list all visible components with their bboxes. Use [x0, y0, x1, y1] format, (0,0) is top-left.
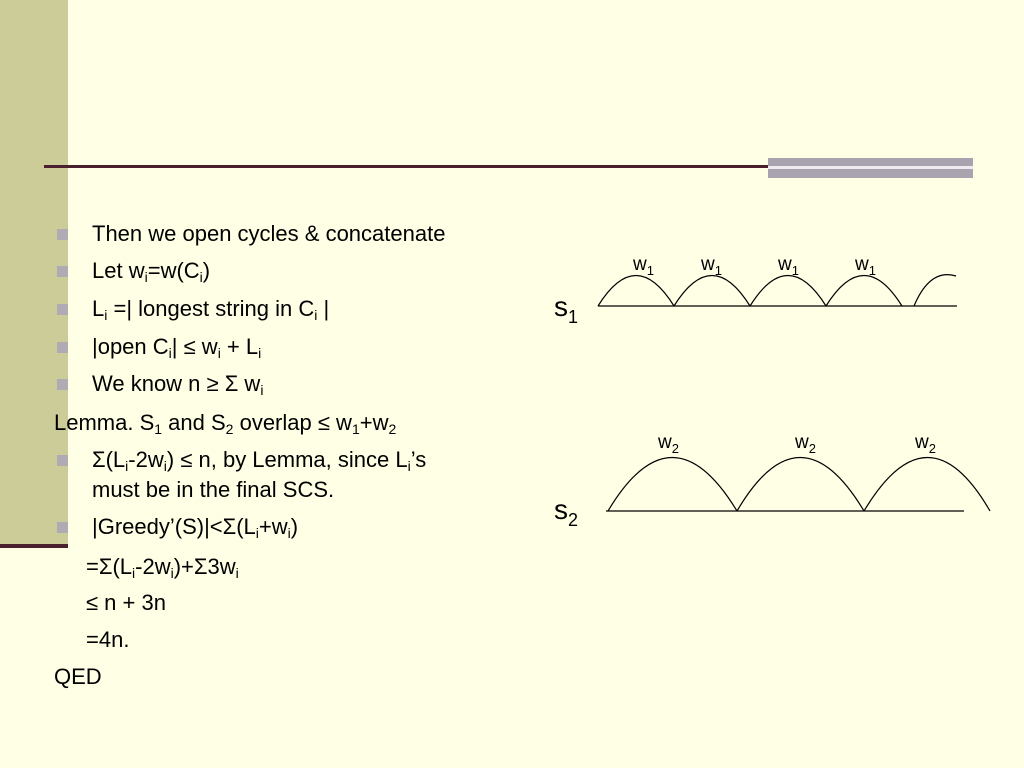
text-part: Let w: [92, 258, 145, 283]
subscript: i: [104, 307, 108, 323]
text-part: We know n ≥ Σ w: [92, 371, 261, 396]
subscript: 2: [388, 421, 397, 437]
s1-arc: [826, 276, 902, 307]
text-part: -2w: [128, 447, 164, 472]
s1-arc: [598, 276, 674, 307]
text-part: ): [202, 258, 211, 283]
s1-w1-label: $w_1$: [633, 254, 654, 278]
s1-w1-label: $w_1$: [855, 254, 876, 278]
text-part: Σ(L: [92, 447, 126, 472]
text-part: =| longest string in C: [107, 296, 315, 321]
bullet-text: Then we open cycles & concatenate: [92, 221, 446, 246]
s1-w1-label: $w_1$: [701, 254, 722, 278]
text-part: ≤ n + 3n: [86, 590, 166, 615]
text-part: -2w: [135, 554, 171, 579]
s1-w1-label: $w_1$: [778, 254, 799, 278]
text-part: + L: [220, 334, 259, 359]
text-part: L: [92, 296, 105, 321]
subscript: i: [144, 269, 148, 285]
s1-partial-arc: [914, 275, 956, 306]
text-part: Lemma. S: [54, 410, 155, 435]
text-part: ) ≤ n, by Lemma, since L: [166, 447, 408, 472]
text-part: QED: [54, 664, 102, 689]
text-part: overlap ≤ w: [233, 410, 352, 435]
s2-label: $s_2$: [554, 494, 579, 530]
subscript: i: [217, 345, 221, 361]
text-part: )+Σ3w: [173, 554, 236, 579]
text-part: ): [290, 514, 299, 539]
text-part: =4n.: [86, 627, 130, 652]
subscript: i: [168, 345, 172, 361]
subscript: 1: [154, 421, 163, 437]
subscript: i: [255, 525, 259, 541]
s2-w2-label: $w_2$: [915, 432, 936, 456]
subscript: i: [260, 382, 264, 398]
s1-arc: [674, 276, 750, 307]
text-part: +w: [258, 514, 288, 539]
text-part: |: [317, 296, 330, 321]
text-part: | ≤ w: [171, 334, 218, 359]
subscript: i: [199, 269, 203, 285]
text-part: must be in the final SCS.: [92, 477, 335, 502]
s2-arc: [737, 458, 864, 512]
subscript: 1: [351, 421, 360, 437]
s1-label: $s_1$: [554, 291, 579, 327]
text-part: |open C: [92, 334, 169, 359]
subscript: i: [235, 565, 239, 581]
s1-arc: [750, 276, 826, 307]
text-part: =Σ(L: [86, 554, 133, 579]
text-part: =w(C: [147, 258, 200, 283]
text-part: |Greedy’(S)|<Σ(L: [92, 514, 256, 539]
subscript: i: [170, 565, 174, 581]
s2-arc: [608, 458, 737, 512]
subscript: 2: [225, 421, 234, 437]
s2-w2-label: $w_2$: [795, 432, 816, 456]
subscript: i: [125, 458, 129, 474]
subscript: i: [132, 565, 136, 581]
subscript: i: [258, 345, 262, 361]
s2-arc: [864, 458, 990, 512]
subscript: i: [163, 458, 167, 474]
text-part: +w: [359, 410, 389, 435]
text-part: and S: [162, 410, 226, 435]
subscript: i: [407, 458, 411, 474]
s2-w2-label: $w_2$: [658, 432, 679, 456]
subscript: i: [314, 307, 318, 323]
text-part: ’s: [410, 447, 427, 472]
subscript: i: [287, 525, 291, 541]
